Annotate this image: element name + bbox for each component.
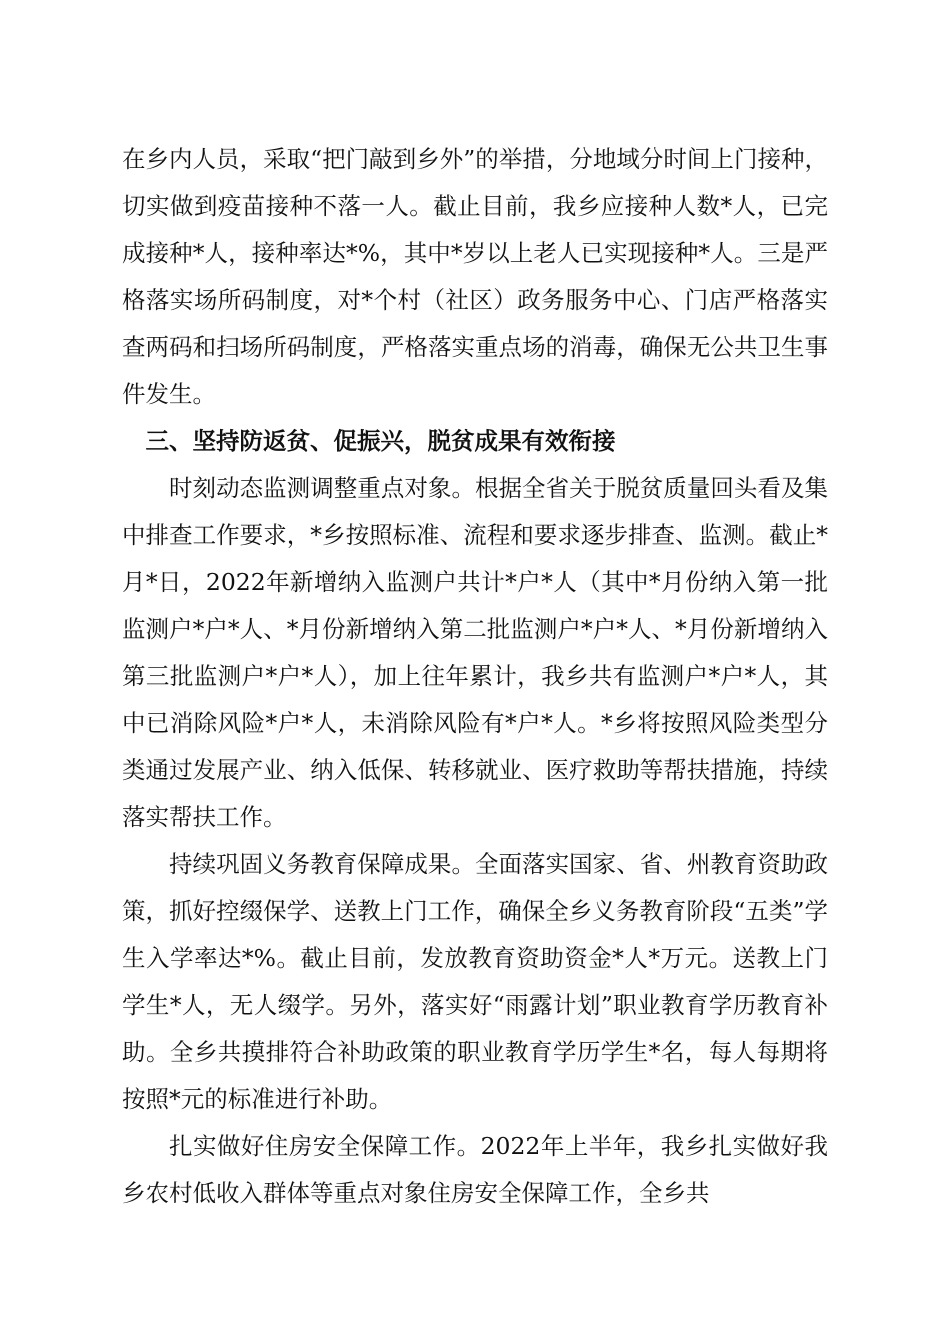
section-heading-three: 三、坚持防返贫、促振兴，脱贫成果有效衔接 xyxy=(145,427,616,455)
paragraph-vaccination-continued: 在乡内人员，采取“把门敲到乡外”的举措，分地域分时间上门接种，切实做到疫苗接种不落一人。截止目前，我乡应接种人数*人，已完成接种*人，接种率达*%，其中*岁以上老人已实现接种*人。三是严格落实场所码制度，对*个村（社区）政务服务中心、门店严格落实查两码和扫场所码制度，严格落实重点场的消毒，确保无公共卫生事件发生。 xyxy=(122,145,828,408)
paragraph-education: 持续巩固义务教育保障成果。全面落实国家、省、州教育资助政策，抓好控缀保学、送教上门工作，确保全乡义务教育阶段“五类”学生入学率达*%。截止目前，发放教育资助资金*人*万元。送教上门学生*人，无人缀学。另外，落实好“雨露计划”职业教育学历教育补助。全乡共摸排符合补助政策的职业教育学历学生*名，每人每期将按照*元的标准进行补助。 xyxy=(122,850,828,1113)
paragraph-monitoring: 时刻动态监测调整重点对象。根据全省关于脱贫质量回头看及集中排查工作要求，*乡按照标准、流程和要求逐步排查、监测。截止*月*日，2022年新增纳入监测户共计*户*人（其中*月份纳入第一批监测户*户*人、*月份新增纳入第二批监测户*户*人、*月份新增纳入第三批监测户*户*人），加上往年累计，我乡共有监测户*户*人，其中已消除风险*户*人，未消除风险有*户*人。*乡将按照风险类型分类通过发展产业、纳入低保、转移就业、医疗救助等帮扶措施，持续落实帮扶工作。 xyxy=(122,474,828,831)
document-body xyxy=(122,136,828,1217)
paragraph-housing: 扎实做好住房安全保障工作。2022年上半年，我乡扎实做好我乡农村低收入群体等重点对象住房安全保障工作，全乡共 xyxy=(122,1132,828,1207)
